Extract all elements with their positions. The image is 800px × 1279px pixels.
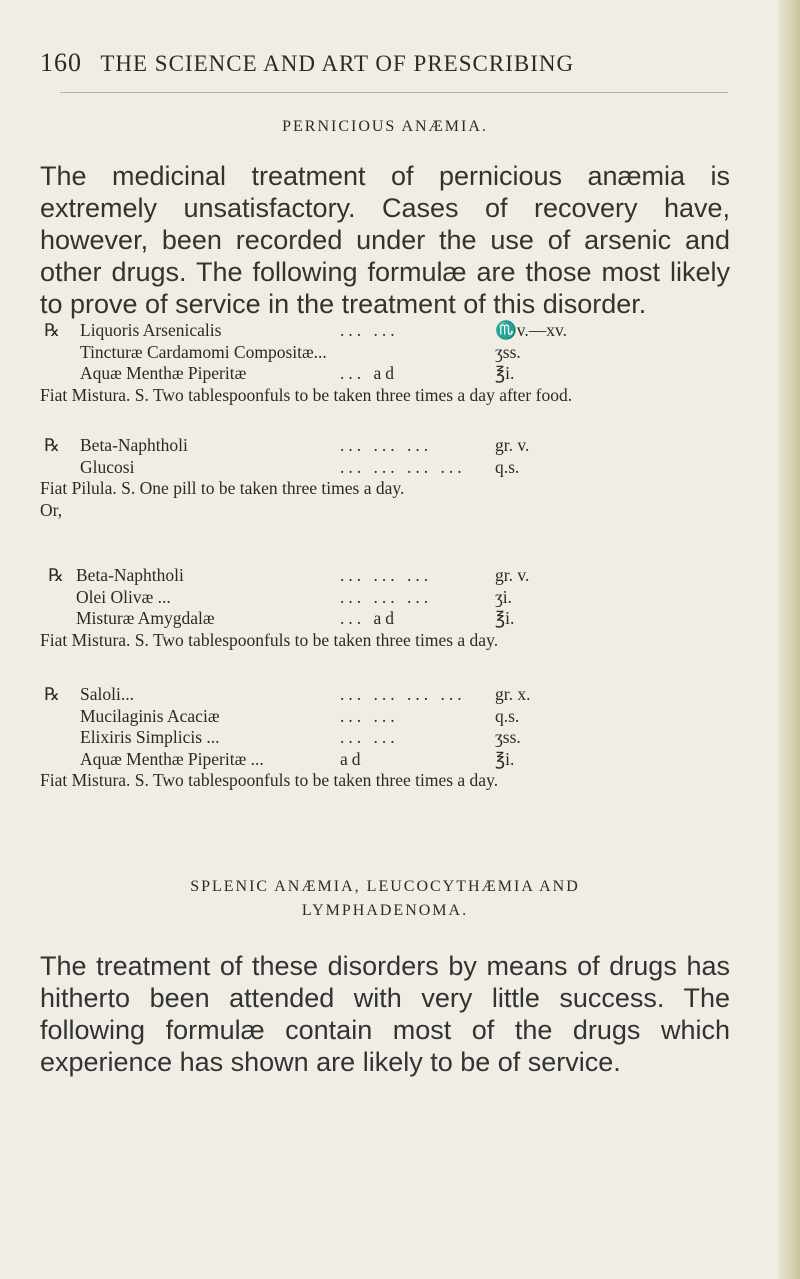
running-header xyxy=(40,48,730,78)
ingredient-name: Beta-Naphtholi xyxy=(76,565,184,585)
leader-dots: ... ... ... xyxy=(340,565,433,585)
formula-row xyxy=(40,363,730,385)
ingredient-amount: ʒss. xyxy=(495,341,521,362)
ingredient-amount: q.s. xyxy=(495,705,520,726)
section-title-line: LYMPHADENOMA. xyxy=(301,902,469,919)
ingredient-amount: gr. x. xyxy=(495,684,531,704)
recipe-symbol: ℞ xyxy=(44,320,60,340)
formula-3 xyxy=(40,565,730,651)
alternative-label: Or, xyxy=(40,499,63,520)
ingredient-amount: ♏v.—xv. xyxy=(495,320,568,340)
formula-2 xyxy=(40,435,730,521)
formula-directions: Fiat Mistura. S. Two tablespoonfuls to be taken three times a day. xyxy=(40,770,499,790)
formula-row xyxy=(40,587,730,609)
header-rule xyxy=(60,92,728,93)
ingredient-name: Misturæ Amygdalæ xyxy=(76,608,215,628)
formula-row xyxy=(40,749,730,771)
formula-row xyxy=(40,565,730,587)
formula-row xyxy=(40,435,730,457)
ingredient-name: Aquæ Menthæ Piperitæ xyxy=(80,363,247,383)
formula-4 xyxy=(40,684,730,792)
ingredient-name: Liquoris Arsenicalis xyxy=(80,320,222,340)
ingredient-name: Tincturæ Cardamomi Compositæ... xyxy=(80,341,327,362)
leader-dots: ... ... ... ... xyxy=(340,456,466,477)
ingredient-name: Aquæ Menthæ Piperitæ ... xyxy=(80,748,264,769)
leader-dots: ... ... xyxy=(340,727,399,747)
leader-dots: ... ... ... xyxy=(340,586,433,607)
ingredient-amount: q.s. xyxy=(495,456,520,477)
leader-dots: ad xyxy=(340,748,365,769)
ingredient-amount: gr. v. xyxy=(495,435,530,455)
splenic-paragraph: The treatment of these disorders by means of drugs has hitherto been attended with very little success. The following formulæ contain most of the drugs which experience has shown are likely to be of service. xyxy=(40,951,730,1077)
recipe-symbol: ℞ xyxy=(48,565,64,585)
leader-dots: ... ... ... ... xyxy=(340,684,466,704)
formula-directions: Fiat Mistura. S. Two tablespoonfuls to be taken three times a day. xyxy=(40,629,499,650)
ingredient-name: Beta-Naphtholi xyxy=(80,435,188,455)
leader-dots: ... ad xyxy=(340,363,399,383)
ingredient-amount: gr. v. xyxy=(495,565,530,585)
formula-row xyxy=(40,608,730,630)
ingredient-amount: ℥i. xyxy=(495,608,515,628)
recipe-symbol: ℞ xyxy=(44,435,60,455)
formula-row xyxy=(40,727,730,749)
section-title-pernicious-anaemia: PERNICIOUS ANÆMIA. xyxy=(282,118,488,135)
leader-dots: ... ad xyxy=(340,608,399,628)
recipe-symbol: ℞ xyxy=(44,684,60,704)
ingredient-amount: ʒss. xyxy=(495,727,521,747)
ingredient-amount: ℥i. xyxy=(495,748,515,769)
formula-row xyxy=(40,342,730,364)
leader-dots: ... ... ... xyxy=(340,435,433,455)
leader-dots: ... ... xyxy=(340,705,399,726)
ingredient-name: Elixiris Simplicis ... xyxy=(80,727,220,747)
ingredient-amount: ℥i. xyxy=(495,363,515,383)
formula-row xyxy=(40,684,730,706)
formula-directions: Fiat Mistura. S. Two tablespoonfuls to be taken three times a day after food. xyxy=(40,384,573,405)
formula-row xyxy=(40,706,730,728)
section-title-splenic-anaemia xyxy=(40,878,730,920)
formula-directions: Fiat Pilula. S. One pill to be taken three times a day. xyxy=(40,478,405,498)
intro-paragraph: The medicinal treatment of pernicious anæmia is extremely unsatisfactory. Cases of recovery have, however, been recorded under the use of arsenic and other drugs. The following formulæ are those most likely to prove of service in the treatment of this disorder. xyxy=(40,161,730,319)
ingredient-name: Mucilaginis Acaciæ xyxy=(80,705,220,726)
page-edge xyxy=(778,0,800,1279)
page-number: 160 xyxy=(40,48,82,77)
running-title: THE SCIENCE AND ART OF PRESCRIBING xyxy=(100,51,575,76)
ingredient-name: Olei Olivæ ... xyxy=(76,586,171,607)
ingredient-name: Glucosi xyxy=(80,456,135,477)
formula-row xyxy=(40,320,730,342)
ingredient-amount: ʒi. xyxy=(495,586,513,607)
formula-row xyxy=(40,457,730,479)
section-title-line: SPLENIC ANÆMIA, LEUCOCYTHÆMIA AND xyxy=(190,878,580,895)
leader-dots: ... ... xyxy=(340,320,399,340)
ingredient-name: Saloli... xyxy=(80,684,134,704)
formula-1 xyxy=(40,320,730,406)
